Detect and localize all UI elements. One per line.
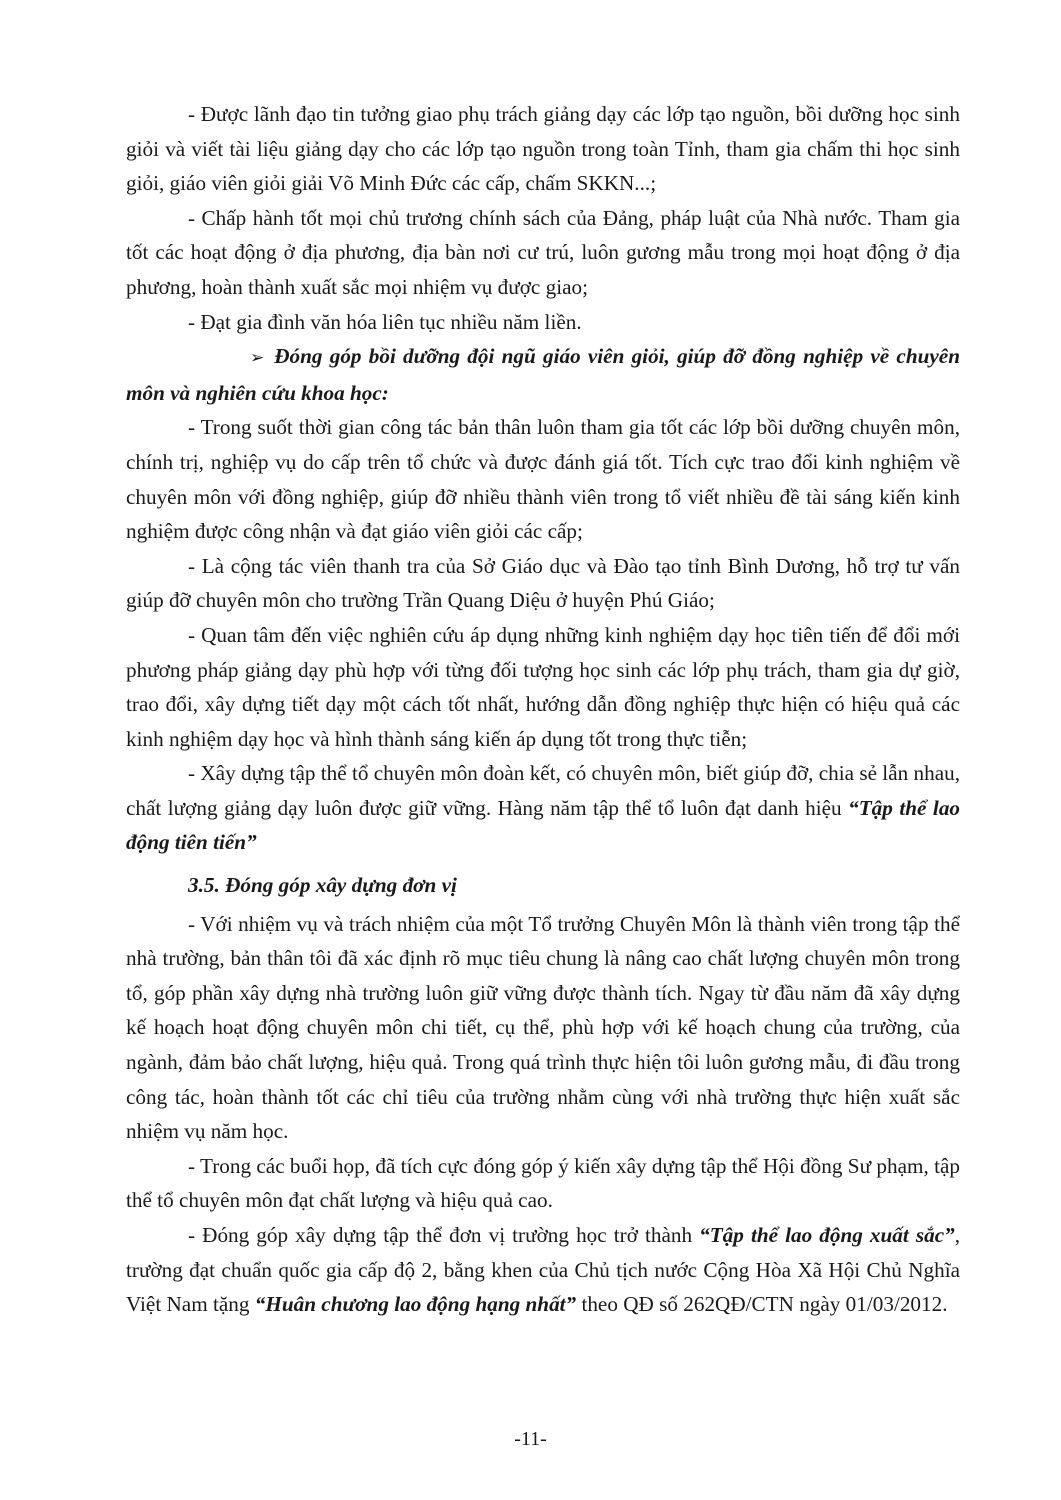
award-excellent-collective: “Tập thể lao động xuất sắc” bbox=[699, 1223, 955, 1247]
section-title: 3.5. Đóng góp xây dựng đơn vị bbox=[188, 873, 457, 898]
paragraph-cultural-family: - Đạt gia đình văn hóa liên tục nhiều năm liền. bbox=[188, 309, 582, 334]
paragraph-training: - Trong suốt thời gian công tác bản thân luôn tham gia tốt các lớp bồi dưỡng chuyên môn, chính trị, nghiệp vụ do cấp trên tổ chức và được đánh giá tốt. Tích cực trao đổi kinh nghiệm về chuyên môn với đồng nghiệp, giúp đỡ nhiều thành viên trong tổ viết nhiều đề tài sáng kiến kinh nghiệm được công nhận và đạt giáo viên giỏi các cấp; bbox=[126, 415, 960, 544]
paragraph-meetings: - Trong các buổi họp, đã tích cực đóng góp ý kiến xây dựng tập thể Hội đồng Sư phạm, tập thể tổ chuyên môn đạt chất lượng và hiệu quả cao. bbox=[126, 1153, 960, 1213]
paragraph-research: - Quan tâm đến việc nghiên cứu áp dụng những kinh nghiệm dạy học tiên tiến để đổi mới phương pháp giảng dạy phù hợp với từng đối tượng học sinh các lớp phụ trách, tham gia dự giờ, trao đổi, xây dựng tiết dạy một cách tốt nhất, hướng dẫn đồng nghiệp thực hiện có hiệu quả các kinh nghiệm dạy học và hình thành sáng kiến áp dụng tốt trong thực tiễn; bbox=[126, 622, 960, 751]
heading-contribution-text: Đóng góp bồi dưỡng đội ngũ giáo viên giỏi, giúp đỡ đồng nghiệp về chuyên môn và nghiên cứu khoa học: bbox=[126, 344, 960, 405]
awards-text-3: theo QĐ số 262QĐ/CTN ngày 01/03/2012. bbox=[576, 1292, 948, 1317]
document-body bbox=[126, 97, 960, 1322]
page-number: -11- bbox=[514, 1428, 547, 1450]
award-labor-medal: “Huân chương lao động hạng nhất” bbox=[254, 1292, 577, 1317]
paragraph-unit-contribution: - Với nhiệm vụ và trách nhiệm của một Tổ trưởng Chuyên Môn là thành viên trong tập thể nhà trường, bản thân tôi đã xác định rõ mục tiêu chung là nâng cao chất lượng chuyên môn trong tổ, góp phần xây dựng nhà trường luôn giữ vững được thành tích. Ngay từ đầu năm đã xây dựng kế hoạch hoạt động chuyên môn chi tiết, cụ thể, phù hợp với kế hoạch chung của trường, của ngành, đảm bảo chất lượng, hiệu quả. Trong quá trình thực hiện tôi luôn gương mẫu, đi đầu trong công tác, hoàn thành tốt các chỉ tiêu của trường nhằm cùng với nhà trường thực hiện xuất sắc nhiệm vụ năm học. bbox=[126, 911, 960, 1144]
team-title-award: “Tập thể lao động tiên tiến” bbox=[126, 795, 961, 855]
heading-contribution bbox=[126, 339, 960, 410]
awards-text-1: - Đóng góp xây dựng tập thể đơn vị trường học trở thành bbox=[188, 1223, 700, 1247]
team-building-text: - Xây dựng tập thể tổ chuyên môn đoàn kết, có chuyên môn, biết giúp đỡ, chia sẻ lẫn nhau, chất lượng giảng dạy luôn được giữ vững. Hàng năm tập thể tổ luôn đạt danh hiệu bbox=[126, 761, 960, 820]
paragraph-inspector: - Là cộng tác viên thanh tra của Sở Giáo dục và Đào tạo tỉnh Bình Dương, hỗ trợ tư vấn giúp đỡ chuyên môn cho trường Trần Quang Diệu ở huyện Phú Giáo; bbox=[126, 553, 960, 613]
paragraph-team-building bbox=[126, 756, 960, 860]
paragraph-awards bbox=[126, 1218, 960, 1322]
arrow-bullet-icon: ➢ bbox=[250, 348, 265, 369]
paragraph-policy-compliance: - Chấp hành tốt mọi chủ trương chính sách của Đảng, pháp luật của Nhà nước. Tham gia tốt các hoạt động ở địa phương, địa bàn nơi cư trú, luôn gương mẫu trong mọi hoạt động ở địa phương, hoàn thành xuất sắc mọi nhiệm vụ được giao; bbox=[126, 205, 960, 299]
awards-text-2: , trường đạt chuẩn quốc gia cấp độ 2, bằng khen của Chủ tịch nước Cộng Hòa Xã Hội Chủ Nghĩa Việt Nam tặng bbox=[126, 1223, 960, 1317]
paragraph-teaching-duties: - Được lãnh đạo tin tưởng giao phụ trách giảng dạy các lớp tạo nguồn, bồi dưỡng học sinh giỏi và viết tài liệu giảng dạy cho các lớp tạo nguồn trong toàn Tỉnh, tham gia chấm thi học sinh giỏi, giáo viên giỏi giải Võ Minh Đức các cấp, chấm SKKN...; bbox=[126, 102, 960, 196]
